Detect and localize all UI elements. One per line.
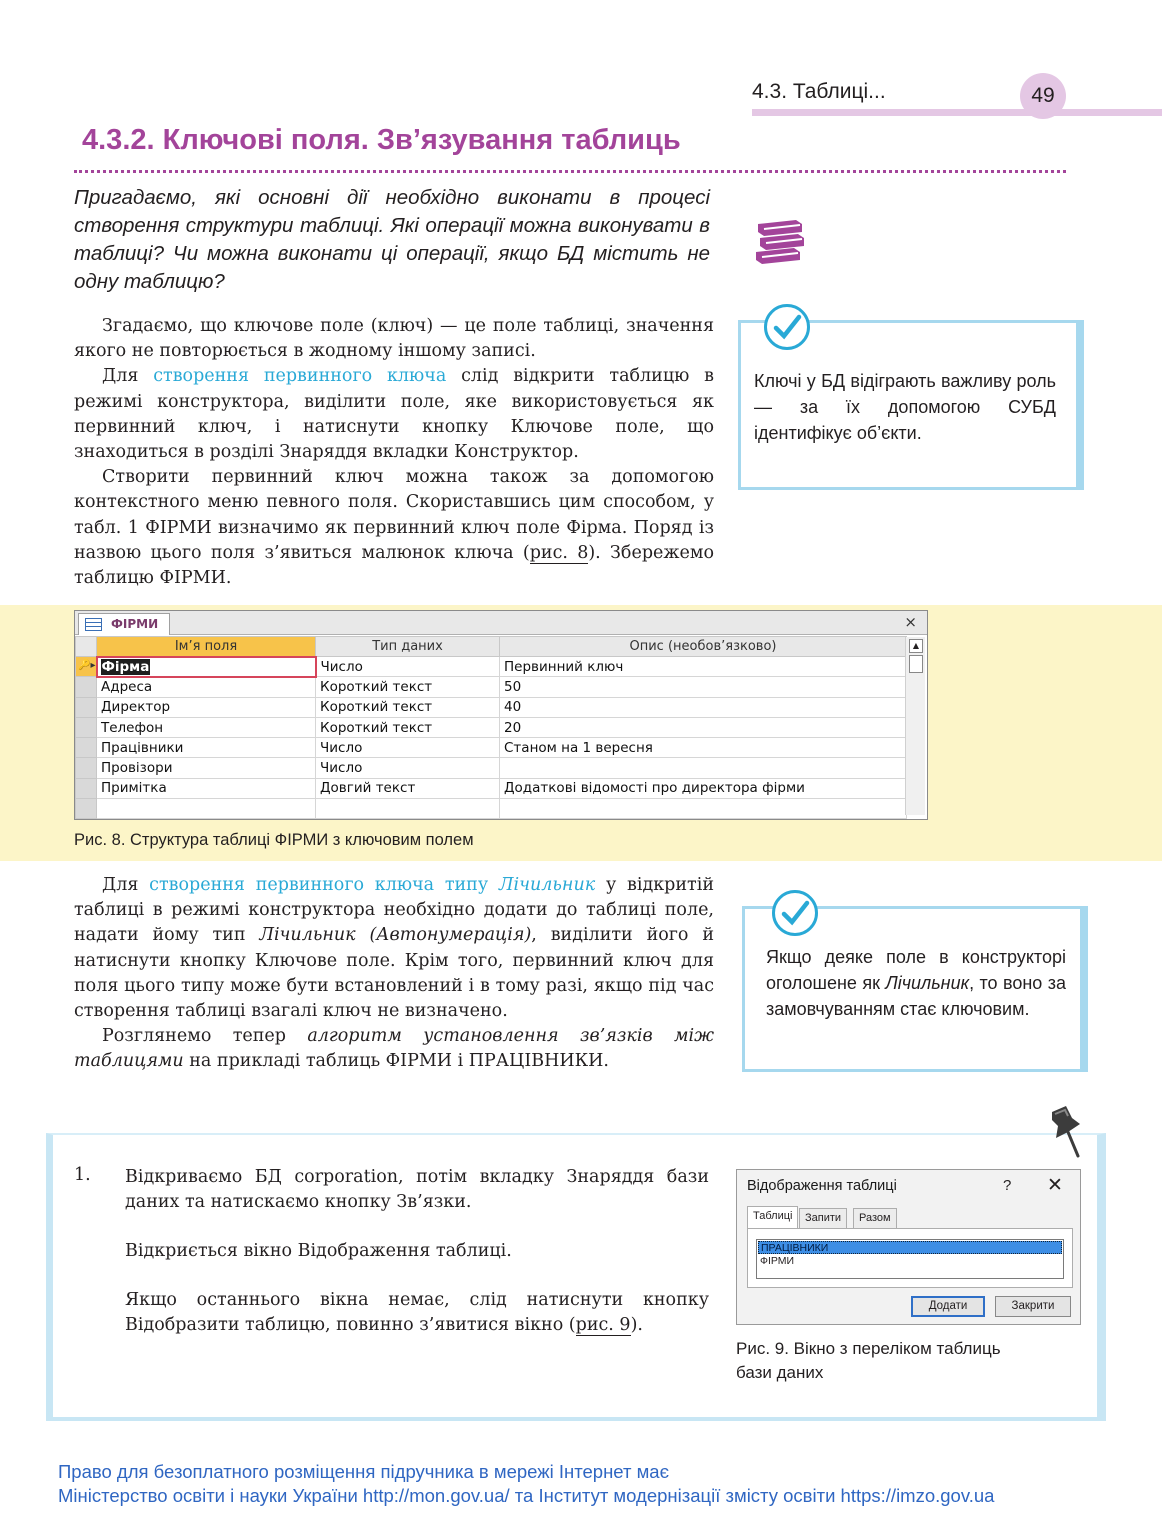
table-row xyxy=(76,677,907,697)
body-section-1 xyxy=(74,314,714,591)
footer-line-1: Право для безоплатного розміщення підручника в мережі Інтернет має xyxy=(58,1461,670,1482)
description-cell[interactable]: 50 xyxy=(500,677,907,697)
field-name-cell[interactable]: Примітка xyxy=(97,778,316,798)
tab-both[interactable]: Разом xyxy=(853,1208,897,1228)
section-title: 4.3.2. Ключові поля. Зв’язування таблиць xyxy=(82,124,681,156)
check-circle-icon xyxy=(772,890,818,936)
page-number: 49 xyxy=(1020,73,1066,119)
grid-header-row xyxy=(76,637,907,657)
row-selector-header xyxy=(76,637,97,657)
term-link: створення первинного ключа типу Лічильник xyxy=(149,875,596,895)
field-name-cell[interactable]: Телефон xyxy=(97,717,316,737)
table-icon xyxy=(85,618,102,631)
tab-queries[interactable]: Запити xyxy=(799,1208,847,1228)
key-icon: 🔑▸ xyxy=(78,660,96,671)
figure-8-caption: Рис. 8. Структура таблиці ФІРМИ з ключовим полем xyxy=(74,831,474,849)
field-name-cell[interactable]: Працівники xyxy=(97,738,316,758)
field-design-grid xyxy=(75,636,907,819)
description-cell[interactable]: 40 xyxy=(500,697,907,717)
data-type-cell[interactable]: Короткий текст xyxy=(316,697,500,717)
table-row xyxy=(76,697,907,717)
table-row xyxy=(76,738,907,758)
running-head: 4.3. Таблиці... xyxy=(752,80,886,103)
step-text-3: Якщо останнього вікна немає, слід натиснути кнопку Відобразити таблицю, повинно з’явитися вікно (рис. 9). xyxy=(125,1290,709,1335)
description-cell[interactable] xyxy=(500,758,907,778)
figure-ref-9[interactable]: рис. 9 xyxy=(575,1314,631,1335)
field-name-cell[interactable]: Фірма xyxy=(97,657,316,677)
dialog-title: Відображення таблиці xyxy=(747,1178,897,1194)
help-icon[interactable]: ? xyxy=(1003,1177,1012,1194)
row-selector[interactable] xyxy=(76,799,97,819)
tab-firmy[interactable]: ФІРМИ xyxy=(78,613,170,635)
close-icon[interactable]: ✕ xyxy=(1047,1175,1063,1196)
paragraph-relations: Розглянемо тепер алгоритм установлення зв’язків між таблицями на прикладі таблиць ФІРМИ і ПРАЦІВНИКИ. xyxy=(74,1026,714,1072)
intro-question: Пригадаємо, які основні дії необхідно виконати в процесі створення структури таблиці. Які операції можна виконувати в таблиці? Чи можна виконати ці операції, якщо БД містить не одну таблицю? xyxy=(74,186,710,293)
data-type-cell[interactable]: Число xyxy=(316,738,500,758)
tab-tables[interactable]: Таблиці xyxy=(747,1206,798,1228)
list-item[interactable]: ПРАЦІВНИКИ xyxy=(758,1241,1062,1254)
row-selector[interactable] xyxy=(76,697,97,717)
tab-panel xyxy=(747,1228,1073,1288)
check-circle-icon xyxy=(764,304,810,350)
field-name-cell[interactable] xyxy=(97,799,316,819)
paragraph-primary-key: Для створення первинного ключа слід відкрити таблицю в режимі конструктора, виділити поле, яке використовується як первинний ключ, і натиснути кнопку Ключове поле, що знаходиться в розділі Знаряддя вкладки Конструктор. xyxy=(74,366,714,463)
data-type-cell[interactable]: Число xyxy=(316,657,500,677)
add-button[interactable]: Додати xyxy=(911,1296,985,1317)
books-icon xyxy=(752,216,808,272)
step-text-2: Відкриється вікно Відображення таблиці. xyxy=(125,1241,512,1261)
column-header-field-name[interactable]: Ім’я поля xyxy=(97,637,316,657)
step-text-1: Відкриваємо БД corporation, потім вкладку Знаряддя бази даних та натискаємо кнопку Зв’язки. xyxy=(125,1167,709,1212)
table-row xyxy=(76,778,907,798)
scroll-thumb[interactable] xyxy=(909,655,923,673)
document-tab-bar xyxy=(75,611,927,635)
column-header-description[interactable]: Опис (необов’язково) xyxy=(500,637,907,657)
pushpin-icon xyxy=(1046,1102,1088,1160)
scroll-up-arrow-icon[interactable]: ▲ xyxy=(909,639,923,653)
description-cell[interactable] xyxy=(500,799,907,819)
list-item[interactable]: ФІРМИ xyxy=(760,1255,795,1267)
data-type-cell[interactable]: Короткий текст xyxy=(316,717,500,737)
row-selector[interactable] xyxy=(76,657,97,677)
header-rule xyxy=(752,109,1162,116)
note-text: Ключі у БД відіграють важливу роль — за їх допомогою СУБД ідентифікує об’єкти. xyxy=(754,371,1056,443)
footer-line-2: Міністерство освіти і науки України http://mon.gov.ua/ та Інститут модернізації змісту освіти https://imzo.gov.ua xyxy=(58,1485,995,1506)
data-type-cell[interactable] xyxy=(316,799,500,819)
field-name-cell[interactable]: Провізори xyxy=(97,758,316,778)
data-type-cell[interactable]: Довгий текст xyxy=(316,778,500,798)
column-header-data-type[interactable]: Тип даних xyxy=(316,637,500,657)
row-selector[interactable] xyxy=(76,677,97,697)
table-row xyxy=(76,717,907,737)
paragraph-counter-key: Для створення первинного ключа типу Лічильник у відкритій таблиці в режимі конструктора необхідно додати до таблиці поле, надати йому тип Лічильник (Автонумерація), виділити його й натиснути кнопку Ключове поле. Крім того, первинний ключ для поля цього типу може бути встановлений і в тому разі, якщо під час створення таблиці взагалі ключ не визначено. xyxy=(74,875,714,1022)
description-cell[interactable]: Станом на 1 вересня xyxy=(500,738,907,758)
figure-9-caption: Рис. 9. Вікно з переліком таблиць бази даних xyxy=(736,1339,1001,1382)
row-selector[interactable] xyxy=(76,717,97,737)
data-type-cell[interactable]: Число xyxy=(316,758,500,778)
row-selector[interactable] xyxy=(76,758,97,778)
copyright-footer xyxy=(58,1460,994,1508)
data-type-cell[interactable]: Короткий текст xyxy=(316,677,500,697)
row-selector[interactable] xyxy=(76,778,97,798)
close-button[interactable]: Закрити xyxy=(995,1296,1071,1317)
description-cell[interactable]: 20 xyxy=(500,717,907,737)
table-row xyxy=(76,758,907,778)
table-design-window xyxy=(74,610,928,820)
note-text: Якщо деяке поле в конструкторі оголошене як Лічильник, то воно за замовчуванням стає ключовим. xyxy=(766,947,1066,1019)
term-link: створення первинного ключа xyxy=(153,366,447,387)
description-cell[interactable]: Первинний ключ xyxy=(500,657,907,677)
field-name-cell[interactable]: Директор xyxy=(97,697,316,717)
table-row xyxy=(76,657,907,677)
paragraph-key-definition: Згадаємо, що ключове поле (ключ) — це поле таблиці, значення якого не повторюється в жодному іншому записі. xyxy=(74,316,714,362)
paragraph-context-menu: Створити первинний ключ можна також за допомогою контекстного меню певного поля. Скориставшись цим способом, у табл. 1 ФІРМИ визначимо як первинний ключ поле Фірма. Поряд із назвою цього поля з’явиться малюнок ключа (рис. 8). Збережемо таблицю ФІРМИ. xyxy=(74,467,714,589)
body-section-2 xyxy=(74,873,714,1075)
dotted-divider xyxy=(74,170,1066,173)
description-cell[interactable]: Додаткові відомості про директора фірми xyxy=(500,778,907,798)
close-icon[interactable]: × xyxy=(904,613,917,631)
show-table-dialog xyxy=(736,1169,1081,1325)
field-name-cell[interactable]: Адреса xyxy=(97,677,316,697)
table-row-empty xyxy=(76,799,907,819)
vertical-scrollbar[interactable] xyxy=(905,637,925,815)
row-selector[interactable] xyxy=(76,738,97,758)
figure-ref-8[interactable]: рис. 8 xyxy=(529,542,589,563)
step-number: 1. xyxy=(74,1165,91,1185)
table-list[interactable] xyxy=(756,1239,1064,1279)
